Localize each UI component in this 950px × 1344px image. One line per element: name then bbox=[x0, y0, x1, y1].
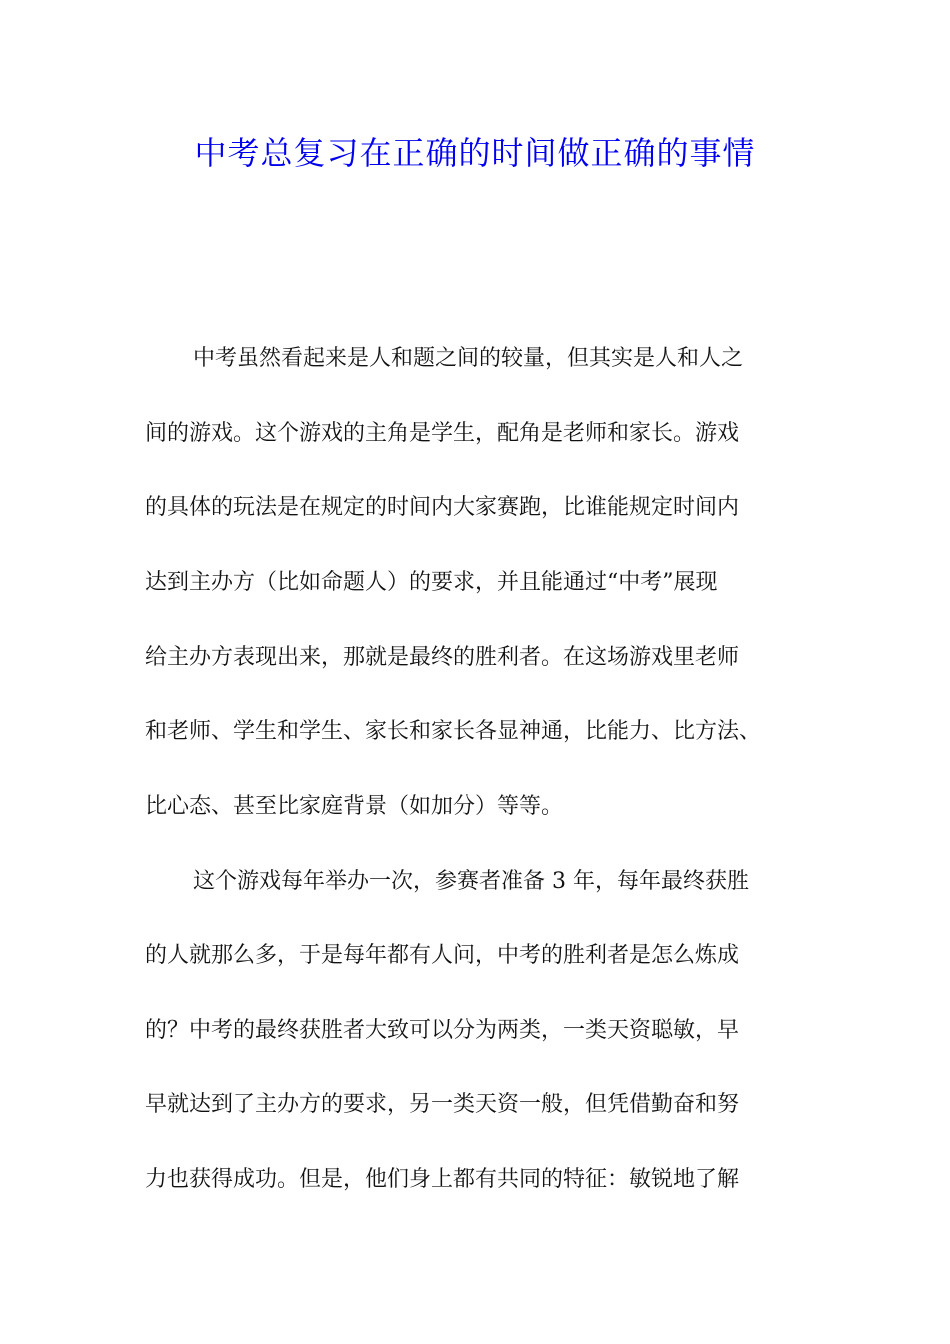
paragraph-1-line-7: 比心态、甚至比家庭背景（如加分）等等。 bbox=[145, 794, 564, 819]
paragraph-1-line-3: 的具体的玩法是在规定的时间内大家赛跑，比谁能规定时间内 bbox=[145, 495, 740, 520]
paragraph-1-line-4: 达到主办方（比如命题人）的要求，并且能通过“中考”展现 bbox=[145, 570, 718, 595]
paragraph-1-line-1: 中考虽然看起来是人和题之间的较量，但其实是人和人之 bbox=[193, 346, 744, 371]
paragraph-2-line-4: 早就达到了主办方的要求，另一类天资一般，但凭借勤奋和努 bbox=[145, 1092, 740, 1117]
paragraph-1-line-5: 给主办方表现出来，那就是最终的胜利者。在这场游戏里老师 bbox=[145, 645, 740, 670]
paragraph-1-line-6: 和老师、学生和学生、家长和家长各显神通，比能力、比方法、 bbox=[145, 719, 762, 744]
paragraph-2-line-3: 的？中考的最终获胜者大致可以分为两类，一类天资聪敏，早 bbox=[145, 1018, 740, 1043]
paragraph-2-line-1: 这个游戏每年举办一次，参赛者准备 3 年，每年最终获胜 bbox=[193, 869, 749, 894]
paragraph-2-line-2: 的人就那么多，于是每年都有人问，中考的胜利者是怎么炼成 bbox=[145, 943, 740, 968]
paragraph-2-line-5: 力也获得成功。但是，他们身上都有共同的特征：敏锐地了解 bbox=[145, 1167, 740, 1192]
document-title: 中考总复习在正确的时间做正确的事情 bbox=[194, 134, 756, 172]
paragraph-1-line-2: 间的游戏。这个游戏的主角是学生，配角是老师和家长。游戏 bbox=[145, 421, 740, 446]
